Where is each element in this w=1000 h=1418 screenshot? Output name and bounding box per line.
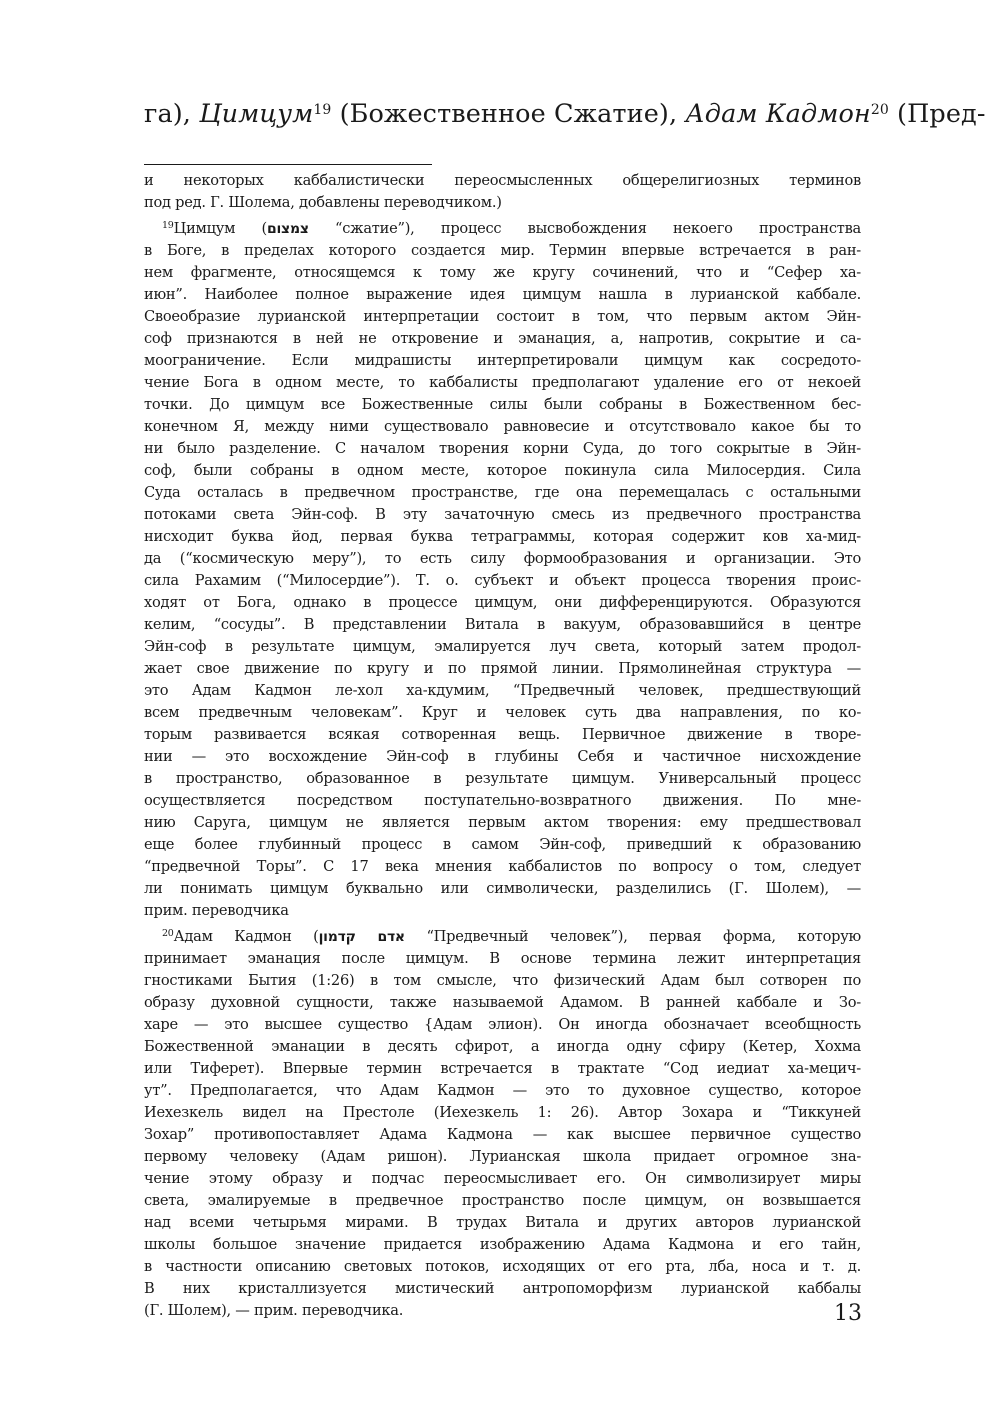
continued-footnote [144, 170, 861, 214]
footnote-19-first-line [144, 218, 861, 240]
footnote-line: харе — это высшее существо {Адам элион). Он иногда обозначает всеобщность [144, 1016, 861, 1033]
footnote-line: точки. До цимцум все Божественные силы были собраны в Божественном бес- [144, 396, 861, 413]
footnote-20-first-line [144, 926, 861, 948]
footnote-line: потоками света Эйн-соф. В эту зачаточную смесь из предвечного пространства [144, 506, 861, 523]
footnote-line: жает свое движение по кругу и по прямой линии. Прямолинейная структура — [144, 660, 861, 677]
term-adam-kadmon: Адам Кадмон [685, 99, 871, 129]
footnote-line: осуществляется посредством поступательно-возвратного движения. По мне- [144, 792, 861, 809]
footnote-line: света, эмалируемые в предвечное пространство после цимцум, он возвышается [144, 1192, 861, 1209]
footnote-line: соф, были собраны в одном месте, которое покинула сила Милосердия. Сила [144, 462, 861, 479]
main-text-middle: (Божественное Сжатие), [331, 99, 686, 129]
footnote-line: чение этому образу и подчас переосмысливает его. Он символизирует миры [144, 1170, 861, 1187]
footnote-line: ходят от Бога, однако в процессе цимцум, они дифференцируются. Образуются [144, 594, 861, 611]
footnote-line: образу духовной сущности, также называемой Адамом. В ранней каббале и Зо- [144, 994, 861, 1011]
footnote-line: в частности описанию световых потоков, исходящих от его рта, лба, носа и т. д. [144, 1258, 861, 1275]
footnote-line: Иехезкель видел на Престоле (Иехезкель 1: 26). Автор Зохара и “Тиккуней [144, 1104, 861, 1121]
term-tsimtsum: Цимцум [199, 99, 314, 129]
footnote-line: соф признаются в ней не откровение и эманация, а, напротив, сокрытие и са- [144, 330, 861, 347]
footnote-line: Эйн-соф в результате цимцум, эмалируется луч света, который затем продол- [144, 638, 861, 655]
footnote-line: школы большое значение придается изображению Адама Кадмона и его тайн, [144, 1236, 861, 1253]
footnote-line: нисходит буква йод, первая буква тетраграммы, которая содержит ков ха-мид- [144, 528, 861, 545]
main-text-prefix: га), [144, 99, 200, 129]
footnote-line: ни было разделение. С началом творения корни Суда, до того сокрытые в Эйн- [144, 440, 861, 457]
page-number: 13 [834, 1301, 862, 1326]
footnote-line: это Адам Кадмон ле-хол ха-кдумим, “Предвечный человек, предшествующий [144, 682, 861, 699]
footnote-line: Своеобразие лурианской интерпретации состоит в том, что первым актом Эйн- [144, 308, 861, 325]
footnote-line: в Боге, в пределах которого создается мир. Термин впервые встречается в ран- [144, 242, 861, 259]
footnote-20 [144, 926, 861, 1322]
main-text-suffix: (Пред- [888, 99, 986, 129]
footnote-line: нию Саруга, цимцум не является первым актом творения: ему предшествовал [144, 814, 861, 831]
footnote-19-text-rest: “сжатие”), процесс высвобождения некоего пространства [308, 220, 861, 237]
footnote-line: чение Бога в одном месте, то каббалисты предполагают удаление его от некоей [144, 374, 861, 391]
footnote-line: сила Рахамим (“Милосердие”). Т. о. субъект и объект процесса творения проис- [144, 572, 861, 589]
footnote-line: келим, “сосуды”. В представлении Витала в вакуум, образовавшийся в центре [144, 616, 861, 633]
footnote-separator [144, 164, 432, 165]
footnote-line: в пространство, образованное в результате цимцум. Универсальный процесс [144, 770, 861, 787]
footnote-line: всем предвечным человекам”. Круг и человек суть два направления, по ко- [144, 704, 861, 721]
footnote-line: да (“космическую меру”), то есть силу формообразования и организации. Это [144, 550, 861, 567]
footnote-20-text-start: Адам Кадмон ( [173, 928, 319, 945]
footnotes-block [144, 170, 861, 1322]
footnote-line: ли понимать цимцум буквально или символически, разделились (Г. Шолем), — [144, 880, 861, 897]
footnote-line: или Тиферет). Впервые термин встречается в трактате “Сод иедиат ха-мецич- [144, 1060, 861, 1077]
footnote-line: конечном Я, между ними существовало равновесие и отсутствовало какое бы то [144, 418, 861, 435]
footnote-ref-19[interactable]: 19 [313, 102, 332, 118]
footnote-19-hebrew-word: צמצום [267, 221, 309, 237]
footnote-line: торым развивается всякая сотворенная вещь. Первичное движение в творе- [144, 726, 861, 743]
footnote-19-marker: 19 [162, 220, 174, 231]
footnote-line: еще более глубинный процесс в самом Эйн-соф, приведший к образованию [144, 836, 861, 853]
footnote-line: нем фрагменте, относящемся к тому же кругу сочинений, что и “Сефер ха- [144, 264, 861, 281]
footnote-line: под ред. Г. Шолема, добавлены переводчиком.) [144, 194, 502, 211]
footnote-line: Божественной эманации в десять сфирот, а иногда одну сфиру (Кетер, Хохма [144, 1038, 861, 1055]
footnote-line: июн”. Наиболее полное выражение идея цимцум нашла в лурианской каббале. [144, 286, 861, 303]
footnote-line: Суда осталась в предвечном пространстве, где она перемещалась с остальными [144, 484, 861, 501]
footnote-20-text-rest: “Предвечный человек”), первая форма, которую [404, 928, 861, 945]
footnote-line: (Г. Шолем), — прим. переводчика. [144, 1302, 404, 1319]
footnote-ref-20[interactable]: 20 [870, 102, 889, 118]
footnote-line: прим. переводчика [144, 902, 289, 919]
footnote-line: Зохар” противопоставляет Адама Кадмона — как высшее первичное существо [144, 1126, 861, 1143]
footnote-line: В них кристаллизуется мистический антропоморфизм лурианской каббалы [144, 1280, 861, 1297]
footnote-line: первому человеку (Адам ришон). Лурианская школа придает огромное зна- [144, 1148, 861, 1165]
footnote-20-hebrew-word: אדם קדמון [318, 929, 405, 945]
footnote-19-text-start: Цимцум ( [173, 220, 267, 237]
footnote-19 [144, 218, 861, 922]
main-text-line [144, 98, 986, 130]
footnote-line: над всеми четырьмя мирами. В трудах Витала и других авторов лурианской [144, 1214, 861, 1231]
footnote-line: ут”. Предполагается, что Адам Кадмон — это то духовное существо, которое [144, 1082, 861, 1099]
footnote-20-marker: 20 [162, 928, 174, 939]
footnote-line: гностиками Бытия (1:26) в том смысле, что физический Адам был сотворен по [144, 972, 861, 989]
footnote-line: моограничение. Если мидрашисты интерпретировали цимцум как сосредото- [144, 352, 861, 369]
footnote-line: “предвечной Торы”. С 17 века мнения каббалистов по вопросу о том, следует [144, 858, 861, 875]
footnote-line: нии — это восхождение Эйн-соф в глубины Себя и частичное нисхождение [144, 748, 861, 765]
footnote-line: и некоторых каббалистически переосмысленных общерелигиозных терминов [144, 172, 861, 189]
footnote-line: принимает эманация после цимцум. В основе термина лежит интерпретация [144, 950, 861, 967]
